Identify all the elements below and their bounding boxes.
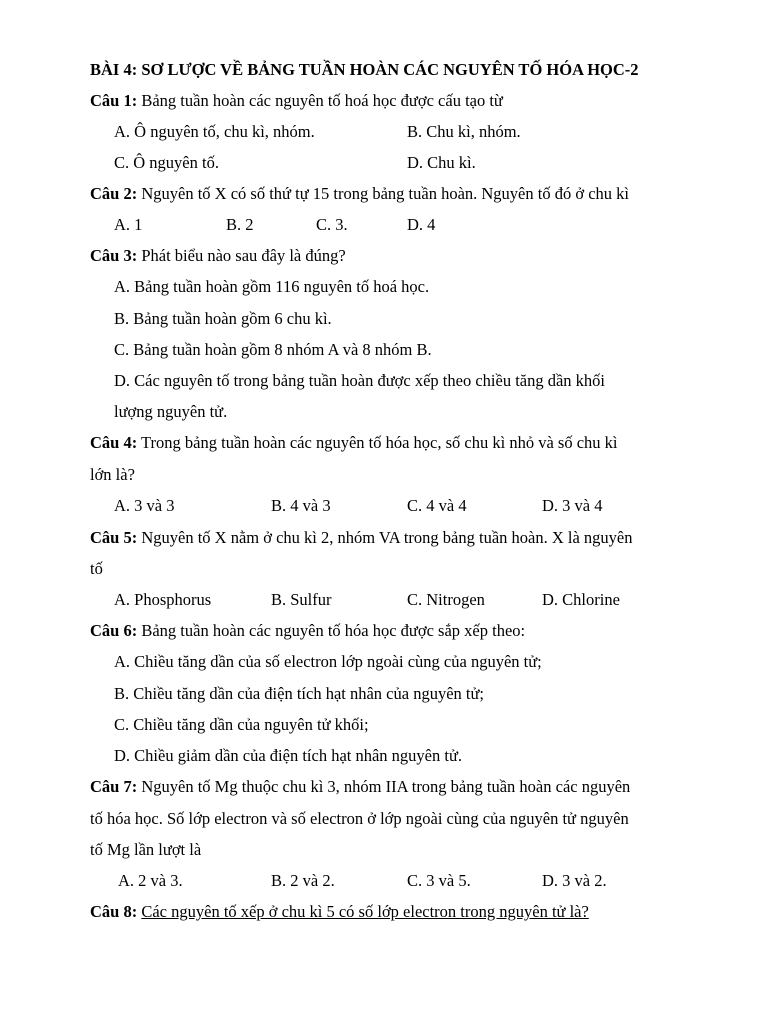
answer-option: B. Chiều tăng dần của điện tích hạt nhân của nguyên tử;	[114, 684, 485, 703]
question-label: Câu 3:	[90, 246, 138, 265]
question-8	[90, 902, 589, 922]
answer-option: B. Sulfur	[271, 590, 332, 609]
question-2	[90, 184, 629, 204]
question-7	[90, 777, 630, 797]
question-text: Bảng tuần hoàn các nguyên tố hóa học được sắp xếp theo:	[141, 621, 526, 640]
question-label: Câu 6:	[90, 621, 138, 640]
question-text: Các nguyên tố xếp ở chu kì 5 có số lớp electron trong nguyên tử là?	[141, 902, 589, 921]
answer-option: A. Chiều tăng dần của số electron lớp ngoài cùng của nguyên tử;	[114, 652, 542, 671]
question-3	[90, 246, 346, 266]
question-text-continuation: tố hóa học. Số lớp electron và số electron ở lớp ngoài cùng của nguyên tử nguyên	[90, 809, 629, 828]
question-label: Câu 2:	[90, 184, 138, 203]
answer-option: C. 3.	[316, 215, 348, 234]
question-5	[90, 528, 633, 548]
answer-option: A. 1	[114, 215, 143, 234]
answer-option: A. Ô nguyên tố, chu kì, nhóm.	[114, 122, 315, 141]
question-label: Câu 4:	[90, 433, 138, 452]
answer-option: C. Chiều tăng dần của nguyên tử khối;	[114, 715, 369, 734]
answer-option: D. Chiều giảm dần của điện tích hạt nhân nguyên tử.	[114, 746, 463, 765]
answer-option: D. 3 và 4	[542, 496, 603, 515]
answer-option: C. Nitrogen	[407, 590, 485, 609]
answer-option: A. 3 và 3	[114, 496, 175, 515]
question-text: Nguyên tố X nằm ở chu kì 2, nhóm VA trong bảng tuần hoàn. X là nguyên	[141, 528, 633, 547]
answer-option: D. Chlorine	[542, 590, 620, 609]
answer-option: B. Chu kì, nhóm.	[407, 122, 521, 141]
question-text-continuation: lớn là?	[90, 465, 135, 484]
answer-option: C. 3 và 5.	[407, 871, 471, 890]
answer-option: B. 2	[226, 215, 254, 234]
question-label: Câu 5:	[90, 528, 138, 547]
question-text: Trong bảng tuần hoàn các nguyên tố hóa học, số chu kì nhỏ và số chu kì	[141, 433, 618, 452]
answer-option: D. 3 và 2.	[542, 871, 607, 890]
answer-option: A. 2 và 3.	[118, 871, 183, 890]
answer-option: B. 2 và 2.	[271, 871, 335, 890]
question-text-continuation: tố Mg lần lượt là	[90, 840, 202, 859]
question-1	[90, 91, 503, 111]
question-label: Câu 8:	[90, 902, 138, 921]
answer-option: D. 4	[407, 215, 436, 234]
answer-option: C. Bảng tuần hoàn gồm 8 nhóm A và 8 nhóm B.	[114, 340, 432, 359]
answer-option: C. Ô nguyên tố.	[114, 153, 219, 172]
question-label: Câu 1:	[90, 91, 138, 110]
answer-option: D. Các nguyên tố trong bảng tuần hoàn được xếp theo chiều tăng dần khối	[114, 371, 606, 390]
question-text: Phát biểu nào sau đây là đúng?	[141, 246, 346, 265]
answer-option: D. Chu kì.	[407, 153, 476, 172]
question-6	[90, 621, 525, 641]
question-4	[90, 433, 617, 453]
answer-option: A. Phosphorus	[114, 590, 212, 609]
answer-option: C. 4 và 4	[407, 496, 467, 515]
question-text: Nguyên tố Mg thuộc chu kì 3, nhóm IIA trong bảng tuần hoàn các nguyên	[141, 777, 631, 796]
answer-option-continuation: lượng nguyên tử.	[114, 402, 228, 421]
answer-option: A. Bảng tuần hoàn gồm 116 nguyên tố hoá học.	[114, 277, 430, 296]
page-title: BÀI 4: SƠ LƯỢC VỀ BẢNG TUẦN HOÀN CÁC NGUYÊN TỐ HÓA HỌC-2	[90, 60, 639, 79]
question-text: Bảng tuần hoàn các nguyên tố hoá học được cấu tạo từ	[141, 91, 503, 110]
question-text: Nguyên tố X có số thứ tự 15 trong bảng tuần hoàn. Nguyên tố đó ở chu kì	[141, 184, 629, 203]
answer-option: B. 4 và 3	[271, 496, 331, 515]
question-label: Câu 7:	[90, 777, 138, 796]
question-text-continuation: tố	[90, 559, 103, 578]
answer-option: B. Bảng tuần hoàn gồm 6 chu kì.	[114, 309, 332, 328]
